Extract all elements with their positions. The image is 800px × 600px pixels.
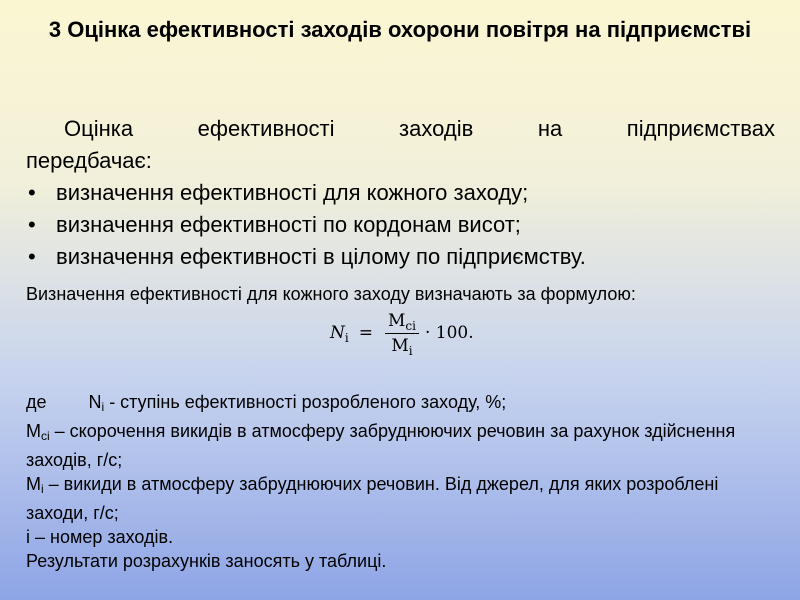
bullet-icon: • (28, 180, 36, 205)
results-note: Результати розрахунків заносять у таблиці. (26, 551, 387, 571)
bullet-item (26, 209, 775, 241)
formula-equals: = (358, 323, 373, 343)
intro-line-1: Оцінка ефективності заходів на підприємствах (64, 116, 775, 141)
definition-text: – скорочення викидів в атмосферу забруднюючих речовин за рахунок здійснення заходів, г/с; (26, 421, 736, 470)
bullet-text: визначення ефективності для кожного заходу; (56, 180, 529, 205)
definition-mi (26, 472, 776, 525)
efficiency-formula (330, 305, 474, 361)
formula-intro: Визначення ефективності для кожного заходу визначають за формулою: (26, 284, 636, 304)
bullet-item (26, 241, 775, 273)
denominator-sub: i (408, 343, 413, 358)
slide-title: 3 Оцінка ефективності заходів охорони повітря на підприємстві (48, 17, 752, 42)
numerator-symbol: M (387, 310, 406, 331)
bullet-text: визначення ефективності в цілому по підприємству. (56, 244, 586, 269)
bullet-icon: • (28, 244, 36, 269)
definition-mci (26, 419, 776, 472)
intro-line-2: передбачає: (26, 148, 152, 173)
definition-text: - ступінь ефективності розробленого заходу, %; (104, 392, 507, 412)
bullet-item (26, 177, 775, 209)
definition-prefix: де (26, 392, 47, 412)
definition-symbol: M (26, 474, 41, 494)
formula-fraction (385, 311, 419, 356)
formula-tail: · 100. (424, 323, 474, 343)
denominator-symbol: M (391, 335, 409, 356)
formula-lhs: N (330, 323, 345, 343)
formula-lhs-sub: i (344, 331, 349, 345)
definition-symbol: M (26, 421, 41, 441)
bullet-list (26, 177, 775, 273)
formula-denominator (388, 334, 415, 356)
bullet-icon: • (28, 212, 36, 237)
definition-text: – викиди в атмосферу забруднюючих речовин. Від джерел, для яких розроблені заходи, г/с; (26, 474, 719, 523)
definition-sub: ci (41, 429, 50, 443)
intro-text (26, 113, 775, 273)
numerator-sub: ci (405, 318, 416, 333)
definition-sub: i (41, 482, 44, 496)
definition-sub: i (101, 400, 105, 414)
definition-n (26, 390, 776, 419)
bullet-text: визначення ефективності по кордонам висот; (56, 212, 521, 237)
definitions (26, 390, 776, 573)
formula-numerator (385, 311, 419, 334)
definition-i: і – номер заходів. (26, 527, 174, 547)
definition-symbol: N (88, 392, 102, 412)
